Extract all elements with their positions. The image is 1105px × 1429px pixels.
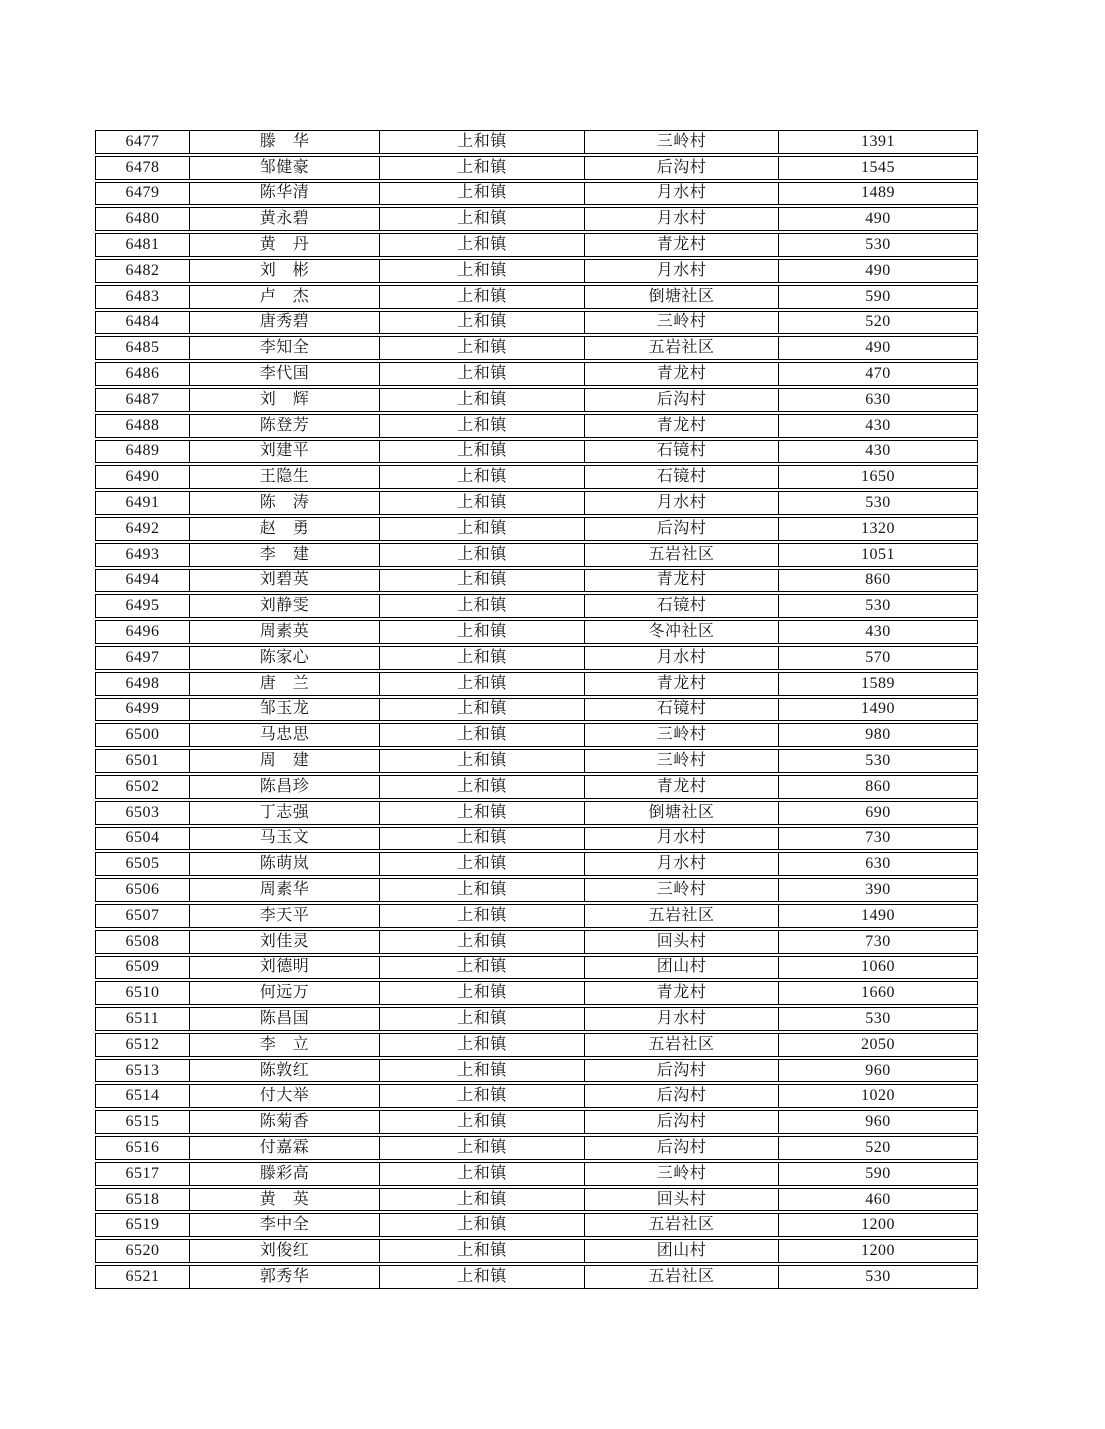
cell-town: 上和镇 xyxy=(379,208,584,230)
cell-amount: 960 xyxy=(778,1060,977,1082)
cell-name: 马忠思 xyxy=(189,724,379,746)
cell-town: 上和镇 xyxy=(379,647,584,669)
cell-name: 李代国 xyxy=(189,363,379,385)
table-row xyxy=(95,930,978,954)
cell-village: 月水村 xyxy=(584,647,778,669)
table-row xyxy=(95,1007,978,1031)
table-row xyxy=(95,723,978,747)
cell-id: 6520 xyxy=(125,1242,160,1260)
cell-id: 6487 xyxy=(125,390,160,408)
table-row xyxy=(95,1213,978,1237)
cell-village: 团山村 xyxy=(584,1240,778,1262)
cell-amount: 1391 xyxy=(778,131,977,153)
cell-id: 6514 xyxy=(125,1087,160,1105)
cell-name: 陈登芳 xyxy=(189,415,379,437)
cell-name: 李天平 xyxy=(189,905,379,927)
table-row xyxy=(95,233,978,257)
cell-amount: 1020 xyxy=(778,1085,977,1107)
cell-id: 6493 xyxy=(125,545,160,563)
cell-town: 上和镇 xyxy=(379,286,584,308)
cell-town: 上和镇 xyxy=(379,1008,584,1030)
cell-town: 上和镇 xyxy=(379,621,584,643)
cell-id: 6488 xyxy=(125,416,160,434)
cell-id: 6510 xyxy=(125,984,160,1002)
cell-id: 6497 xyxy=(125,648,160,666)
cell-town: 上和镇 xyxy=(379,905,584,927)
cell-name: 邹玉龙 xyxy=(189,699,379,721)
table-row xyxy=(95,775,978,799)
cell-village: 三岭村 xyxy=(584,879,778,901)
cell-amount: 490 xyxy=(778,337,977,359)
cell-id: 6484 xyxy=(125,313,160,331)
cell-village: 青龙村 xyxy=(584,415,778,437)
table-row xyxy=(95,698,978,722)
cell-name: 刘建平 xyxy=(189,441,379,463)
cell-town: 上和镇 xyxy=(379,389,584,411)
table-row xyxy=(95,285,978,309)
cell-amount: 520 xyxy=(778,1137,977,1159)
cell-name: 黄 丹 xyxy=(189,234,379,256)
cell-id: 6499 xyxy=(125,700,160,718)
cell-town: 上和镇 xyxy=(379,544,584,566)
cell-amount: 490 xyxy=(778,260,977,282)
cell-name: 陈昌国 xyxy=(189,1008,379,1030)
cell-id: 6508 xyxy=(125,932,160,950)
cell-amount: 630 xyxy=(778,853,977,875)
cell-name: 付大举 xyxy=(189,1085,379,1107)
cell-town: 上和镇 xyxy=(379,1137,584,1159)
cell-amount: 960 xyxy=(778,1111,977,1133)
cell-village: 青龙村 xyxy=(584,776,778,798)
cell-name: 邹健豪 xyxy=(189,157,379,179)
cell-town: 上和镇 xyxy=(379,595,584,617)
cell-town: 上和镇 xyxy=(379,131,584,153)
cell-amount: 1650 xyxy=(778,466,977,488)
cell-village: 月水村 xyxy=(584,853,778,875)
cell-town: 上和镇 xyxy=(379,673,584,695)
cell-amount: 690 xyxy=(778,802,977,824)
cell-village: 五岩社区 xyxy=(584,1034,778,1056)
cell-name: 卢 杰 xyxy=(189,286,379,308)
cell-name: 陈华清 xyxy=(189,183,379,205)
cell-village: 石镜村 xyxy=(584,466,778,488)
cell-amount: 1589 xyxy=(778,673,977,695)
cell-id: 6501 xyxy=(125,752,160,770)
cell-amount: 730 xyxy=(778,931,977,953)
cell-village: 三岭村 xyxy=(584,724,778,746)
cell-amount: 1200 xyxy=(778,1214,977,1236)
cell-village: 五岩社区 xyxy=(584,1214,778,1236)
cell-amount: 2050 xyxy=(778,1034,977,1056)
cell-name: 黄永碧 xyxy=(189,208,379,230)
table-row xyxy=(95,1188,978,1212)
table-row xyxy=(95,311,978,335)
cell-village: 后沟村 xyxy=(584,1085,778,1107)
cell-village: 石镜村 xyxy=(584,441,778,463)
cell-name: 王隐生 xyxy=(189,466,379,488)
cell-amount: 590 xyxy=(778,286,977,308)
cell-amount: 1051 xyxy=(778,544,977,566)
cell-village: 三岭村 xyxy=(584,131,778,153)
cell-name: 付嘉霖 xyxy=(189,1137,379,1159)
cell-village: 月水村 xyxy=(584,1008,778,1030)
cell-town: 上和镇 xyxy=(379,1085,584,1107)
cell-name: 丁志强 xyxy=(189,802,379,824)
cell-name: 李 立 xyxy=(189,1034,379,1056)
cell-name: 唐 兰 xyxy=(189,673,379,695)
cell-town: 上和镇 xyxy=(379,776,584,798)
table-row xyxy=(95,594,978,618)
cell-town: 上和镇 xyxy=(379,234,584,256)
cell-name: 李知全 xyxy=(189,337,379,359)
cell-town: 上和镇 xyxy=(379,312,584,334)
table-row xyxy=(95,362,978,386)
cell-town: 上和镇 xyxy=(379,260,584,282)
cell-id: 6512 xyxy=(125,1035,160,1053)
cell-name: 陈萌岚 xyxy=(189,853,379,875)
cell-id: 6518 xyxy=(125,1190,160,1208)
cell-id: 6509 xyxy=(125,958,160,976)
cell-amount: 1490 xyxy=(778,699,977,721)
cell-name: 刘俊红 xyxy=(189,1240,379,1262)
table-row xyxy=(95,414,978,438)
cell-amount: 1489 xyxy=(778,183,977,205)
cell-id: 6506 xyxy=(125,881,160,898)
cell-amount: 1490 xyxy=(778,905,977,927)
cell-village: 青龙村 xyxy=(584,982,778,1004)
table-row xyxy=(95,1136,978,1160)
table-row xyxy=(95,517,978,541)
cell-amount: 530 xyxy=(778,595,977,617)
table-row xyxy=(95,801,978,825)
cell-amount: 530 xyxy=(778,234,977,256)
cell-village: 月水村 xyxy=(584,260,778,282)
cell-town: 上和镇 xyxy=(379,570,584,592)
cell-village: 五岩社区 xyxy=(584,1266,778,1288)
cell-name: 郭秀华 xyxy=(189,1266,379,1288)
table-row xyxy=(95,388,978,412)
cell-id: 6479 xyxy=(125,184,160,202)
table-row xyxy=(95,1162,978,1186)
cell-village: 后沟村 xyxy=(584,518,778,540)
cell-village: 后沟村 xyxy=(584,1137,778,1159)
cell-amount: 430 xyxy=(778,441,977,463)
cell-amount: 530 xyxy=(778,1266,977,1288)
cell-village: 五岩社区 xyxy=(584,544,778,566)
cell-village: 月水村 xyxy=(584,208,778,230)
table-row xyxy=(95,182,978,206)
cell-town: 上和镇 xyxy=(379,1266,584,1288)
table-row xyxy=(95,207,978,231)
cell-town: 上和镇 xyxy=(379,1214,584,1236)
cell-amount: 430 xyxy=(778,415,977,437)
cell-id: 6521 xyxy=(125,1267,160,1285)
cell-village: 五岩社区 xyxy=(584,905,778,927)
cell-id: 6498 xyxy=(125,674,160,692)
cell-village: 青龙村 xyxy=(584,234,778,256)
cell-amount: 860 xyxy=(778,776,977,798)
cell-amount: 1200 xyxy=(778,1240,977,1262)
cell-town: 上和镇 xyxy=(379,441,584,463)
table-row xyxy=(95,956,978,980)
cell-village: 倒塘社区 xyxy=(584,286,778,308)
cell-name: 刘德明 xyxy=(189,957,379,979)
cell-name: 陈菊香 xyxy=(189,1111,379,1133)
table-row xyxy=(95,1033,978,1057)
cell-name: 赵 勇 xyxy=(189,518,379,540)
cell-town: 上和镇 xyxy=(379,1060,584,1082)
cell-name: 黄 英 xyxy=(189,1189,379,1211)
cell-amount: 520 xyxy=(778,312,977,334)
cell-village: 后沟村 xyxy=(584,389,778,411)
cell-village: 青龙村 xyxy=(584,673,778,695)
cell-village: 青龙村 xyxy=(584,363,778,385)
cell-village: 月水村 xyxy=(584,492,778,514)
cell-town: 上和镇 xyxy=(379,492,584,514)
cell-town: 上和镇 xyxy=(379,879,584,901)
cell-town: 上和镇 xyxy=(379,337,584,359)
table-row xyxy=(95,749,978,773)
cell-amount: 590 xyxy=(778,1163,977,1185)
cell-amount: 530 xyxy=(778,492,977,514)
cell-id: 6496 xyxy=(125,623,160,641)
cell-village: 后沟村 xyxy=(584,157,778,179)
cell-name: 陈 涛 xyxy=(189,492,379,514)
cell-id: 6486 xyxy=(125,365,160,383)
cell-town: 上和镇 xyxy=(379,699,584,721)
cell-name: 唐秀碧 xyxy=(189,312,379,334)
cell-town: 上和镇 xyxy=(379,1034,584,1056)
cell-town: 上和镇 xyxy=(379,1189,584,1211)
cell-id: 6495 xyxy=(125,597,160,615)
cell-id: 6482 xyxy=(125,261,160,279)
cell-amount: 470 xyxy=(778,363,977,385)
cell-name: 刘碧英 xyxy=(189,570,379,592)
cell-id: 6516 xyxy=(125,1138,160,1156)
cell-town: 上和镇 xyxy=(379,931,584,953)
table-row xyxy=(95,259,978,283)
cell-name: 马玉文 xyxy=(189,828,379,850)
cell-id: 6480 xyxy=(125,210,160,228)
table-row xyxy=(95,130,978,154)
cell-village: 月水村 xyxy=(584,183,778,205)
cell-amount: 1060 xyxy=(778,957,977,979)
cell-id: 6500 xyxy=(125,726,160,744)
cell-id: 6477 xyxy=(125,132,160,150)
cell-town: 上和镇 xyxy=(379,157,584,179)
cell-amount: 730 xyxy=(778,828,977,850)
cell-town: 上和镇 xyxy=(379,957,584,979)
cell-amount: 570 xyxy=(778,647,977,669)
cell-amount: 430 xyxy=(778,621,977,643)
cell-id: 6490 xyxy=(125,468,160,486)
cell-town: 上和镇 xyxy=(379,750,584,772)
cell-amount: 530 xyxy=(778,1008,977,1030)
cell-id: 6513 xyxy=(125,1061,160,1079)
cell-name: 刘佳灵 xyxy=(189,931,379,953)
cell-id: 6485 xyxy=(125,339,160,357)
cell-town: 上和镇 xyxy=(379,415,584,437)
cell-town: 上和镇 xyxy=(379,828,584,850)
cell-name: 周素华 xyxy=(189,879,379,901)
table-row xyxy=(95,465,978,489)
cell-town: 上和镇 xyxy=(379,466,584,488)
cell-amount: 1545 xyxy=(778,157,977,179)
cell-name: 周 建 xyxy=(189,750,379,772)
cell-name: 滕彩高 xyxy=(189,1163,379,1185)
cell-id: 6505 xyxy=(125,855,160,873)
cell-amount: 860 xyxy=(778,570,977,592)
cell-amount: 490 xyxy=(778,208,977,230)
cell-town: 上和镇 xyxy=(379,1111,584,1133)
cell-amount: 530 xyxy=(778,750,977,772)
cell-id: 6492 xyxy=(125,519,160,537)
cell-name: 李 建 xyxy=(189,544,379,566)
cell-id: 6502 xyxy=(125,777,160,795)
cell-amount: 980 xyxy=(778,724,977,746)
table-row xyxy=(95,491,978,515)
cell-id: 6515 xyxy=(125,1113,160,1131)
table-row xyxy=(95,1239,978,1263)
cell-town: 上和镇 xyxy=(379,363,584,385)
cell-amount: 1320 xyxy=(778,518,977,540)
table-row xyxy=(95,1084,978,1108)
table-row xyxy=(95,1265,978,1289)
cell-village: 倒塘社区 xyxy=(584,802,778,824)
cell-name: 滕 华 xyxy=(189,131,379,153)
table-row xyxy=(95,878,978,902)
cell-name: 何远万 xyxy=(189,982,379,1004)
cell-village: 后沟村 xyxy=(584,1060,778,1082)
cell-name: 陈昌珍 xyxy=(189,776,379,798)
cell-village: 团山村 xyxy=(584,957,778,979)
cell-village: 三岭村 xyxy=(584,312,778,334)
table-row xyxy=(95,1059,978,1083)
cell-id: 6519 xyxy=(125,1216,160,1234)
table-row xyxy=(95,569,978,593)
cell-id: 6504 xyxy=(125,829,160,847)
cell-name: 刘 辉 xyxy=(189,389,379,411)
cell-id: 6507 xyxy=(125,906,160,924)
table-row xyxy=(95,336,978,360)
table-row xyxy=(95,543,978,567)
table-row xyxy=(95,672,978,696)
cell-id: 6511 xyxy=(125,1009,160,1027)
cell-village: 石镜村 xyxy=(584,699,778,721)
table-row xyxy=(95,981,978,1005)
cell-village: 回头村 xyxy=(584,1189,778,1211)
cell-amount: 1660 xyxy=(778,982,977,1004)
table-row xyxy=(95,620,978,644)
table-row xyxy=(95,1110,978,1134)
cell-name: 周素英 xyxy=(189,621,379,643)
cell-village: 回头村 xyxy=(584,931,778,953)
cell-id: 6489 xyxy=(125,442,160,460)
cell-id: 6483 xyxy=(125,287,160,305)
cell-amount: 390 xyxy=(778,879,977,901)
table-row xyxy=(95,440,978,464)
table-row xyxy=(95,156,978,180)
cell-town: 上和镇 xyxy=(379,1240,584,1262)
cell-town: 上和镇 xyxy=(379,183,584,205)
cell-town: 上和镇 xyxy=(379,724,584,746)
cell-amount: 460 xyxy=(778,1189,977,1211)
cell-village: 三岭村 xyxy=(584,750,778,772)
cell-name: 刘静雯 xyxy=(189,595,379,617)
cell-id: 6491 xyxy=(125,494,160,512)
table-row xyxy=(95,646,978,670)
cell-amount: 630 xyxy=(778,389,977,411)
cell-name: 陈家心 xyxy=(189,647,379,669)
cell-id: 6494 xyxy=(125,571,160,589)
cell-town: 上和镇 xyxy=(379,853,584,875)
cell-village: 青龙村 xyxy=(584,570,778,592)
cell-town: 上和镇 xyxy=(379,518,584,540)
cell-id: 6478 xyxy=(125,158,160,176)
cell-name: 刘 彬 xyxy=(189,260,379,282)
cell-id: 6503 xyxy=(125,803,160,821)
cell-village: 冬冲社区 xyxy=(584,621,778,643)
cell-town: 上和镇 xyxy=(379,982,584,1004)
cell-id: 6517 xyxy=(125,1164,160,1182)
records-table xyxy=(95,130,978,1289)
cell-village: 五岩社区 xyxy=(584,337,778,359)
cell-town: 上和镇 xyxy=(379,1163,584,1185)
cell-town: 上和镇 xyxy=(379,802,584,824)
cell-name: 陈敦红 xyxy=(189,1060,379,1082)
cell-id: 6481 xyxy=(125,236,160,254)
cell-village: 石镜村 xyxy=(584,595,778,617)
cell-name: 李中全 xyxy=(189,1214,379,1236)
table-row xyxy=(95,904,978,928)
cell-village: 三岭村 xyxy=(584,1163,778,1185)
table-row xyxy=(95,852,978,876)
table-row xyxy=(95,827,978,851)
cell-village: 月水村 xyxy=(584,828,778,850)
cell-village: 后沟村 xyxy=(584,1111,778,1133)
